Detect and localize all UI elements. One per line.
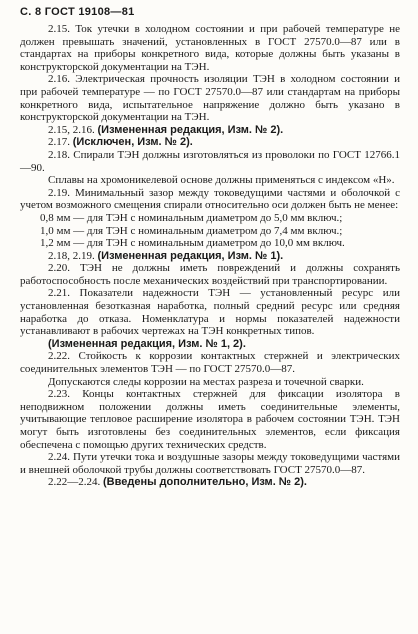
edition-num: 2.15, 2.16. — [48, 123, 95, 136]
edition-text: (Измененная редакция, Изм. № 2). — [97, 123, 284, 136]
edition-num: 2.22—2.24. — [48, 476, 101, 489]
paragraph-corrosion: Допускаются следы коррозии на местах разреза и точечной сварки. — [48, 375, 364, 388]
edition-num: 2.18, 2.19. — [48, 249, 95, 262]
paragraph-2-23: 2.23. Концы контактных стержней для фиксации изолятора в неподвижном положении должны иметь соединительные элементы, учитывающие тепловое расширение изолятора в рабочем состоянии ТЭН. ТЭН могут быть изготовлены без соединительных элементов, если фиксация обеспечена с помощью других технических средств. — [20, 388, 400, 451]
edition-note-2-18-2-19 — [20, 250, 400, 263]
paragraph-2-16: 2.16. Электрическая прочность изоляции ТЭН в холодном состоянии и при рабочей температуре — по ГОСТ 27570.0—87 или стандартам на приборы конкретного вида, испытательное напряжение должно быть указано в конструкторской документации на ТЭН. — [20, 73, 400, 124]
page-content — [20, 23, 400, 489]
edition-note-2-22-2-24 — [20, 476, 400, 489]
edition-num: 2.17. — [48, 136, 70, 149]
edition-text: (Измененная редакция, Изм. № 1). — [97, 249, 284, 262]
gap-item: 1,2 мм — для ТЭН с номинальным диаметром до 10,0 мм включ. — [40, 237, 345, 250]
edition-note-2-17 — [20, 136, 400, 149]
paragraph-2-18: 2.18. Спирали ТЭН должны изготовляться из проволоки по ГОСТ 12766.1—90. — [20, 148, 400, 174]
paragraph-2-21: 2.21. Показатели надежности ТЭН — установленный ресурс или установленная безотказная наработка, полный средний ресурс или средняя наработка до отказа. Номенклатура и нормы показателей надежности устанавливают в рабочих чертежах на ТЭН конкретных типов. — [20, 287, 400, 338]
paragraph-2-20: 2.20. ТЭН не должны иметь повреждений и должны сохранять работоспособность после механических воздействий при транспортировании. — [20, 262, 400, 287]
paragraph-2-24: 2.24. Пути утечки тока и воздушные зазоры между токоведущими частями и внешней оболочкой трубы должны соответствовать ГОСТ 27570.0—87. — [20, 451, 400, 476]
edition-note-2-21: (Измененная редакция, Изм. № 1, 2). — [48, 337, 246, 350]
gap-item: 1,0 мм — для ТЭН с номинальным диаметром до 7,4 мм включ.; — [40, 224, 343, 237]
edition-text: (Введены дополнительно, Изм. № 2). — [103, 476, 307, 489]
paragraph-2-15: 2.15. Ток утечки в холодном состоянии и при рабочей температуре не должен превышать значений, установленных в ГОСТ 27570.0—87 или в стандартах на приборы конкретного вида, которые должны быть указаны в конструкторской документации на ТЭН. — [20, 23, 400, 73]
gap-list — [20, 212, 400, 250]
paragraph-2-19: 2.19. Минимальный зазор между токоведущими частями и оболочкой с учетом возможного смещения спирали относительно оси должен быть не менее: — [20, 186, 400, 212]
page-header: С. 8 ГОСТ 19108—81 — [20, 6, 135, 18]
paragraph-alloys: Сплавы на хромоникелевой основе должны применяться с индексом «Н». — [48, 174, 395, 187]
edition-text: (Исключен, Изм. № 2). — [72, 136, 193, 149]
paragraph-2-22: 2.22. Стойкость к коррозии контактных стержней и электрических соединительных элементов ТЭН — по ГОСТ 27570.0—87. — [20, 350, 400, 376]
edition-note-2-15-2-16 — [20, 124, 400, 137]
gap-item: 0,8 мм — для ТЭН с номинальным диаметром до 5,0 мм включ.; — [40, 211, 343, 224]
